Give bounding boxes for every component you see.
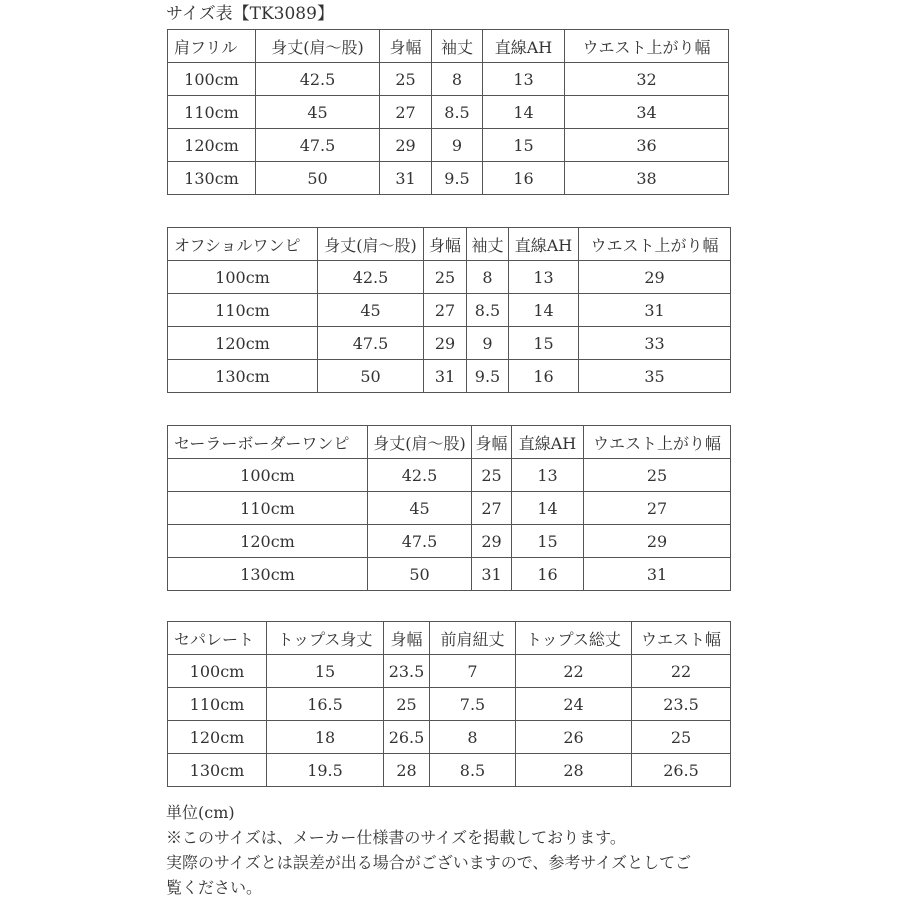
value-cell: 22	[632, 655, 731, 688]
value-cell: 25	[632, 721, 731, 754]
size-notes	[166, 800, 691, 900]
table-row	[168, 655, 731, 688]
table-header-row	[168, 30, 729, 63]
value-cell: 16.5	[267, 688, 384, 721]
value-cell: 35	[579, 360, 731, 393]
header-cell: 身丈(肩〜股)	[318, 228, 424, 261]
size-cell: 130cm	[168, 360, 318, 393]
value-cell: 29	[424, 327, 467, 360]
value-cell: 8	[430, 721, 516, 754]
value-cell: 8	[467, 261, 509, 294]
header-cell: トップス身丈	[267, 622, 384, 655]
value-cell: 9.5	[432, 162, 483, 195]
table-row	[168, 327, 731, 360]
header-cell: 肩フリル	[168, 30, 256, 63]
value-cell: 27	[424, 294, 467, 327]
size-cell: 110cm	[168, 96, 256, 129]
header-cell: 前肩紐丈	[430, 622, 516, 655]
value-cell: 7.5	[430, 688, 516, 721]
value-cell: 18	[267, 721, 384, 754]
value-cell: 14	[509, 294, 579, 327]
header-cell: 身幅	[384, 622, 430, 655]
disclaimer-line: 実際のサイズとは誤差が出る場合がございますので、参考サイズとしてご	[166, 853, 692, 872]
header-cell: 身幅	[424, 228, 467, 261]
table-row	[168, 688, 731, 721]
header-cell: 身丈(肩〜股)	[368, 426, 472, 459]
table-row	[168, 129, 729, 162]
header-cell: 直線AH	[509, 228, 579, 261]
disclaimer-line: 覧ください。	[166, 878, 263, 897]
header-cell: トップス総丈	[516, 622, 632, 655]
value-cell: 29	[380, 129, 432, 162]
value-cell: 13	[509, 261, 579, 294]
table-header-row	[168, 228, 731, 261]
disclaimer-line: ※このサイズは、メーカー仕様書のサイズを掲載しております。	[166, 828, 626, 847]
size-cell: 120cm	[168, 129, 256, 162]
size-cell: 110cm	[168, 688, 267, 721]
value-cell: 50	[256, 162, 380, 195]
table-row	[168, 525, 731, 558]
size-cell: 130cm	[168, 162, 256, 195]
header-cell: 身丈(肩〜股)	[256, 30, 380, 63]
table-row	[168, 96, 729, 129]
value-cell: 47.5	[368, 525, 472, 558]
size-cell: 120cm	[168, 525, 368, 558]
value-cell: 29	[472, 525, 512, 558]
size-cell: 100cm	[168, 261, 318, 294]
table-row	[168, 360, 731, 393]
value-cell: 42.5	[368, 459, 472, 492]
value-cell: 16	[509, 360, 579, 393]
header-cell: セパレート	[168, 622, 267, 655]
table-row	[168, 754, 731, 787]
value-cell: 15	[483, 129, 565, 162]
size-cell: 120cm	[168, 721, 267, 754]
header-cell: ウエスト上がり幅	[565, 30, 729, 63]
value-cell: 25	[472, 459, 512, 492]
size-table-off-shoulder-dress	[167, 227, 731, 393]
size-cell: 100cm	[168, 459, 368, 492]
value-cell: 31	[472, 558, 512, 591]
value-cell: 45	[318, 294, 424, 327]
value-cell: 25	[584, 459, 731, 492]
value-cell: 45	[256, 96, 380, 129]
value-cell: 7	[430, 655, 516, 688]
value-cell: 13	[483, 63, 565, 96]
value-cell: 31	[424, 360, 467, 393]
value-cell: 15	[512, 525, 584, 558]
value-cell: 47.5	[256, 129, 380, 162]
size-cell: 120cm	[168, 327, 318, 360]
value-cell: 31	[584, 558, 731, 591]
value-cell: 27	[472, 492, 512, 525]
header-cell: 直線AH	[512, 426, 584, 459]
size-table-shoulder-frill	[167, 29, 729, 195]
value-cell: 38	[565, 162, 729, 195]
header-cell: 身幅	[472, 426, 512, 459]
header-cell: 袖丈	[467, 228, 509, 261]
value-cell: 47.5	[318, 327, 424, 360]
value-cell: 31	[579, 294, 731, 327]
value-cell: 42.5	[318, 261, 424, 294]
value-cell: 25	[380, 63, 432, 96]
header-cell: ウエスト上がり幅	[579, 228, 731, 261]
unit-note: 単位(cm)	[166, 803, 235, 822]
header-cell: 直線AH	[483, 30, 565, 63]
page-title: サイズ表【TK3089】	[166, 4, 334, 24]
table-row	[168, 459, 731, 492]
size-cell: 100cm	[168, 63, 256, 96]
value-cell: 24	[516, 688, 632, 721]
value-cell: 9	[432, 129, 483, 162]
value-cell: 31	[380, 162, 432, 195]
header-cell: ウエスト上がり幅	[584, 426, 731, 459]
size-cell: 110cm	[168, 294, 318, 327]
value-cell: 19.5	[267, 754, 384, 787]
table-row	[168, 558, 731, 591]
size-cell: 130cm	[168, 558, 368, 591]
value-cell: 16	[483, 162, 565, 195]
value-cell: 27	[380, 96, 432, 129]
value-cell: 29	[584, 525, 731, 558]
header-cell: ウエスト幅	[632, 622, 731, 655]
table-row	[168, 721, 731, 754]
value-cell: 26	[516, 721, 632, 754]
value-cell: 23.5	[384, 655, 430, 688]
table-row	[168, 261, 731, 294]
value-cell: 27	[584, 492, 731, 525]
value-cell: 14	[483, 96, 565, 129]
value-cell: 33	[579, 327, 731, 360]
header-cell: 袖丈	[432, 30, 483, 63]
value-cell: 34	[565, 96, 729, 129]
header-cell: 身幅	[380, 30, 432, 63]
value-cell: 23.5	[632, 688, 731, 721]
value-cell: 8.5	[467, 294, 509, 327]
value-cell: 22	[516, 655, 632, 688]
table-row	[168, 63, 729, 96]
value-cell: 8	[432, 63, 483, 96]
size-cell: 110cm	[168, 492, 368, 525]
value-cell: 13	[512, 459, 584, 492]
value-cell: 9.5	[467, 360, 509, 393]
value-cell: 50	[368, 558, 472, 591]
value-cell: 8.5	[430, 754, 516, 787]
value-cell: 28	[516, 754, 632, 787]
table-header-row	[168, 622, 731, 655]
header-cell: セーラーボーダーワンピ	[168, 426, 368, 459]
table-row	[168, 294, 731, 327]
value-cell: 29	[579, 261, 731, 294]
value-cell: 42.5	[256, 63, 380, 96]
header-cell: オフショルワンピ	[168, 228, 318, 261]
value-cell: 9	[467, 327, 509, 360]
value-cell: 8.5	[432, 96, 483, 129]
table-row	[168, 162, 729, 195]
value-cell: 50	[318, 360, 424, 393]
value-cell: 25	[384, 688, 430, 721]
size-table-separate	[167, 621, 731, 787]
size-table-sailor-border-dress	[167, 425, 731, 591]
value-cell: 36	[565, 129, 729, 162]
value-cell: 32	[565, 63, 729, 96]
value-cell: 28	[384, 754, 430, 787]
table-header-row	[168, 426, 731, 459]
value-cell: 14	[512, 492, 584, 525]
value-cell: 15	[267, 655, 384, 688]
value-cell: 16	[512, 558, 584, 591]
value-cell: 45	[368, 492, 472, 525]
value-cell: 25	[424, 261, 467, 294]
value-cell: 15	[509, 327, 579, 360]
size-cell: 130cm	[168, 754, 267, 787]
value-cell: 26.5	[384, 721, 430, 754]
size-cell: 100cm	[168, 655, 267, 688]
table-row	[168, 492, 731, 525]
value-cell: 26.5	[632, 754, 731, 787]
